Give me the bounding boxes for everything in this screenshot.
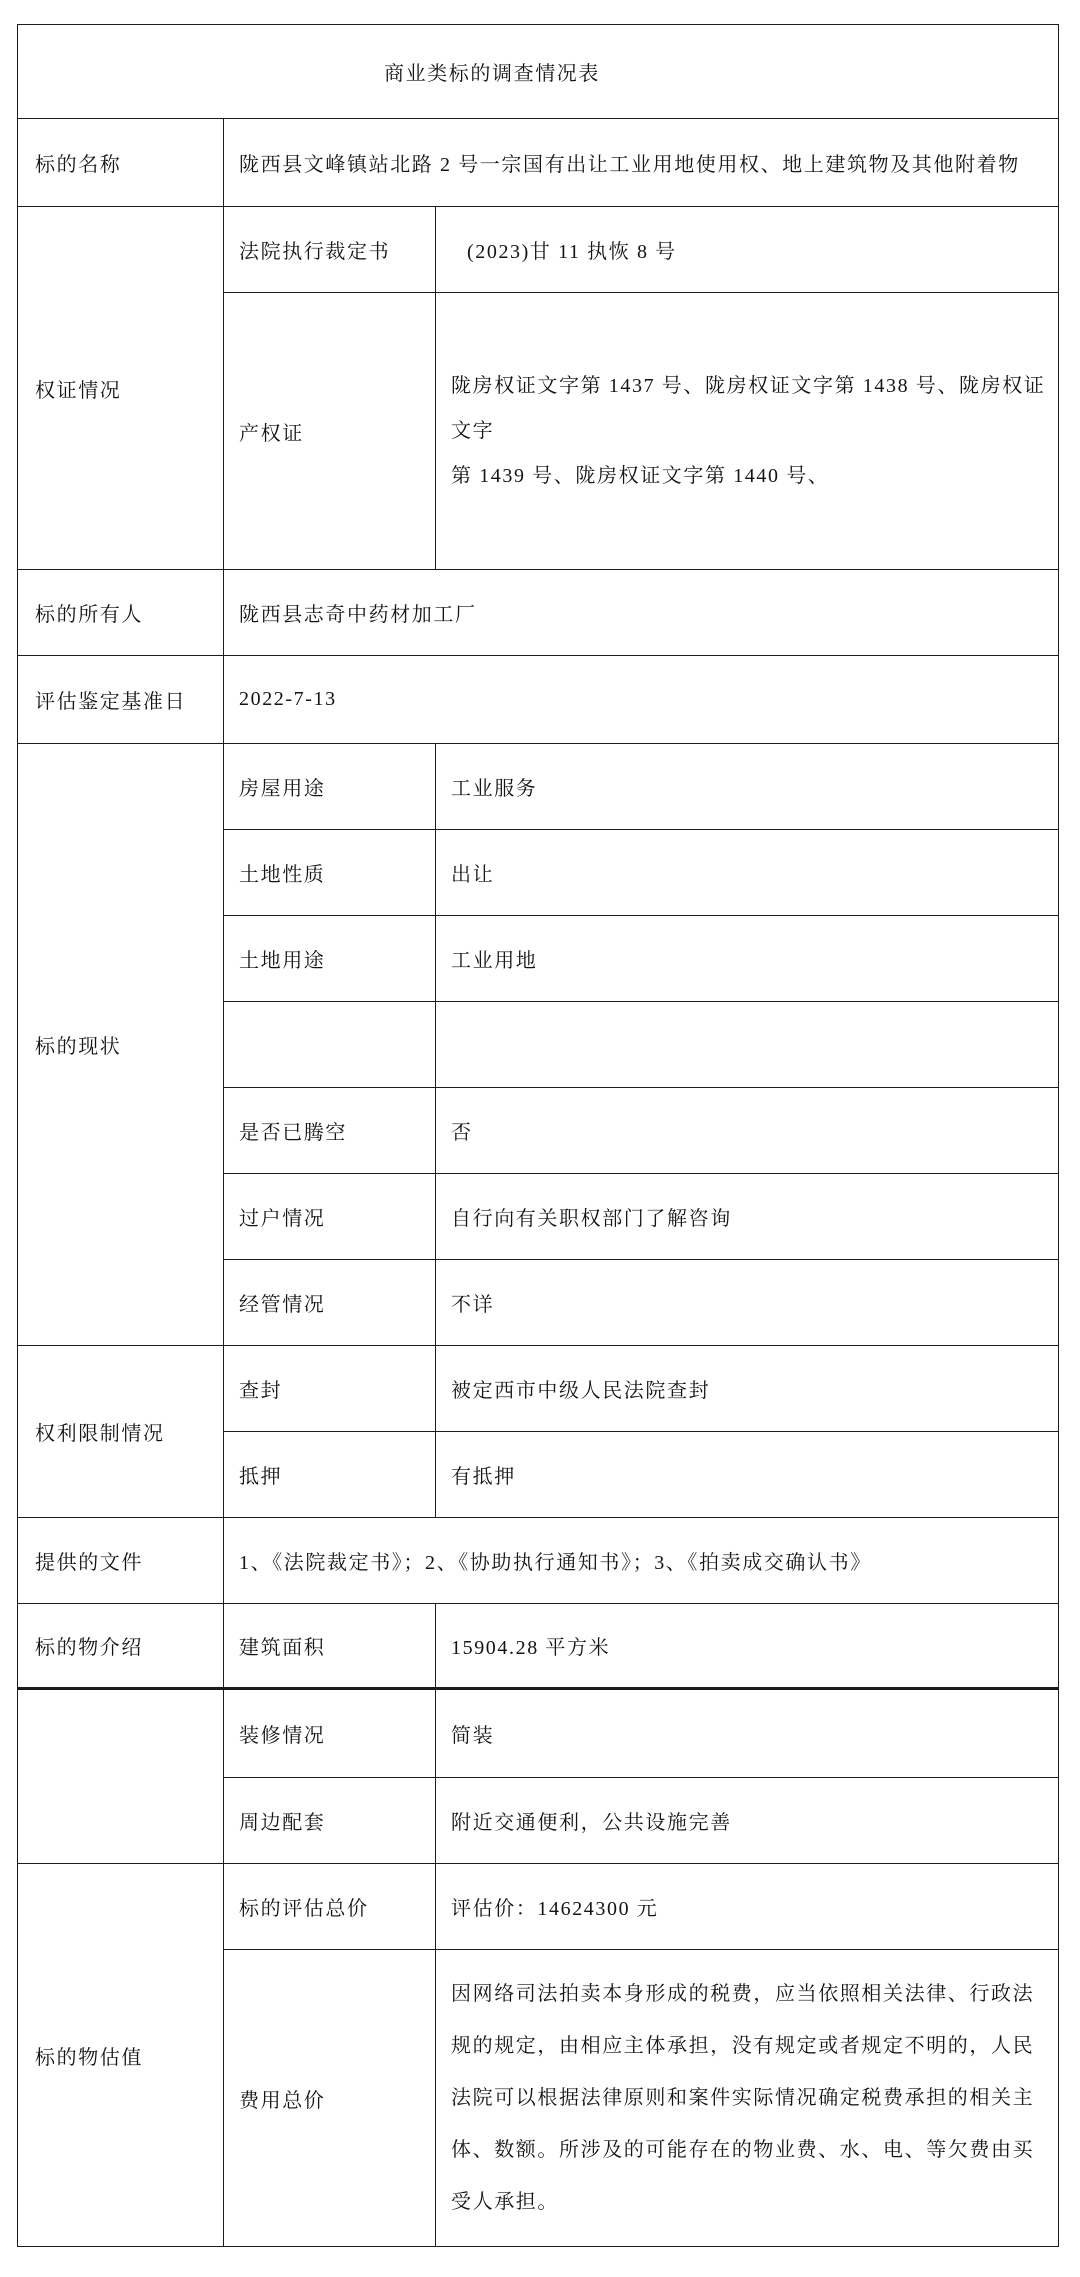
mortgage-value: 有抵押 bbox=[436, 1432, 1059, 1518]
total-appraisal-label: 标的评估总价 bbox=[224, 1864, 436, 1950]
transfer-label: 过户情况 bbox=[224, 1174, 436, 1260]
property-certificate-value bbox=[436, 293, 1059, 570]
court-ruling-value: (2023)甘 11 执恢 8 号 bbox=[436, 207, 1059, 293]
mortgage-label: 抵押 bbox=[224, 1432, 436, 1518]
vacated-label: 是否已腾空 bbox=[224, 1088, 436, 1174]
certificates-label: 权证情况 bbox=[18, 207, 224, 570]
subject-name-label: 标的名称 bbox=[18, 119, 224, 207]
floor-area-value: 15904.28 平方米 bbox=[436, 1604, 1059, 1690]
floor-area-label: 建筑面积 bbox=[224, 1604, 436, 1690]
decoration-label: 装修情况 bbox=[224, 1690, 436, 1778]
subject-name-value: 陇西县文峰镇站北路 2 号一宗国有出让工业用地使用权、地上建筑物及其他附着物 bbox=[224, 119, 1059, 207]
total-fees-lines bbox=[451, 1968, 1034, 2228]
status-empty-value bbox=[436, 1002, 1059, 1088]
base-date-label: 评估鉴定基准日 bbox=[18, 656, 224, 744]
status-empty-label bbox=[224, 1002, 436, 1088]
surroundings-value: 附近交通便利，公共设施完善 bbox=[436, 1778, 1059, 1864]
surroundings-label: 周边配套 bbox=[224, 1778, 436, 1864]
total-fees-line: 体、数额。所涉及的可能存在的物业费、水、电、等欠费由买 bbox=[451, 2139, 1035, 2161]
base-date-value: 2022-7-13 bbox=[224, 656, 1059, 744]
total-fees-line: 规的规定，由相应主体承担，没有规定或者规定不明的，人民 bbox=[451, 2035, 1035, 2057]
total-fees-value bbox=[436, 1950, 1059, 2247]
land-use-value: 工业用地 bbox=[436, 916, 1059, 1002]
table-title: 商业类标的调查情况表 bbox=[18, 25, 1059, 119]
property-certificate-line: 文字 bbox=[451, 419, 495, 442]
vacated-value: 否 bbox=[436, 1088, 1059, 1174]
seizure-label: 查封 bbox=[224, 1346, 436, 1432]
house-use-value: 工业服务 bbox=[436, 744, 1059, 830]
total-fees-line: 法院可以根据法律原则和案件实际情况确定税费承担的相关主 bbox=[451, 2087, 1035, 2109]
transfer-value: 自行向有关职权部门了解咨询 bbox=[436, 1174, 1059, 1260]
rights-restrictions-label: 权利限制情况 bbox=[18, 1346, 224, 1518]
introduction-label: 标的物介绍 bbox=[18, 1604, 224, 1690]
property-certificate-line: 陇房权证文字第 1437 号、陇房权证文字第 1438 号、陇房权证 bbox=[451, 374, 1046, 397]
owner-label: 标的所有人 bbox=[18, 570, 224, 656]
house-use-label: 房屋用途 bbox=[224, 744, 436, 830]
total-fees-line: 受人承担。 bbox=[451, 2191, 559, 2213]
documents-value: 1、《法院裁定书》；2、《协助执行通知书》；3、《拍卖成交确认书》 bbox=[224, 1518, 1059, 1604]
introduction-continued-label bbox=[18, 1690, 224, 1864]
land-use-label: 土地用途 bbox=[224, 916, 436, 1002]
owner-value: 陇西县志奇中药材加工厂 bbox=[224, 570, 1059, 656]
total-fees-line: 因网络司法拍卖本身形成的税费，应当依照相关法律、行政法 bbox=[451, 1983, 1035, 2005]
court-ruling-label: 法院执行裁定书 bbox=[224, 207, 436, 293]
documents-label: 提供的文件 bbox=[18, 1518, 224, 1604]
decoration-value: 简装 bbox=[436, 1690, 1059, 1778]
total-appraisal-value: 评估价：14624300 元 bbox=[436, 1864, 1059, 1950]
current-status-label: 标的现状 bbox=[18, 744, 224, 1346]
valuation-label: 标的物估值 bbox=[18, 1864, 224, 2247]
property-certificate-label: 产权证 bbox=[224, 293, 436, 570]
land-nature-value: 出让 bbox=[436, 830, 1059, 916]
seizure-value: 被定西市中级人民法院查封 bbox=[436, 1346, 1059, 1432]
survey-table bbox=[17, 24, 1059, 2247]
operation-label: 经管情况 bbox=[224, 1260, 436, 1346]
operation-value: 不详 bbox=[436, 1260, 1059, 1346]
property-certificate-lines bbox=[451, 364, 1045, 499]
total-fees-label: 费用总价 bbox=[224, 1950, 436, 2247]
property-certificate-line: 第 1439 号、陇房权证文字第 1440 号、 bbox=[451, 464, 830, 487]
land-nature-label: 土地性质 bbox=[224, 830, 436, 916]
